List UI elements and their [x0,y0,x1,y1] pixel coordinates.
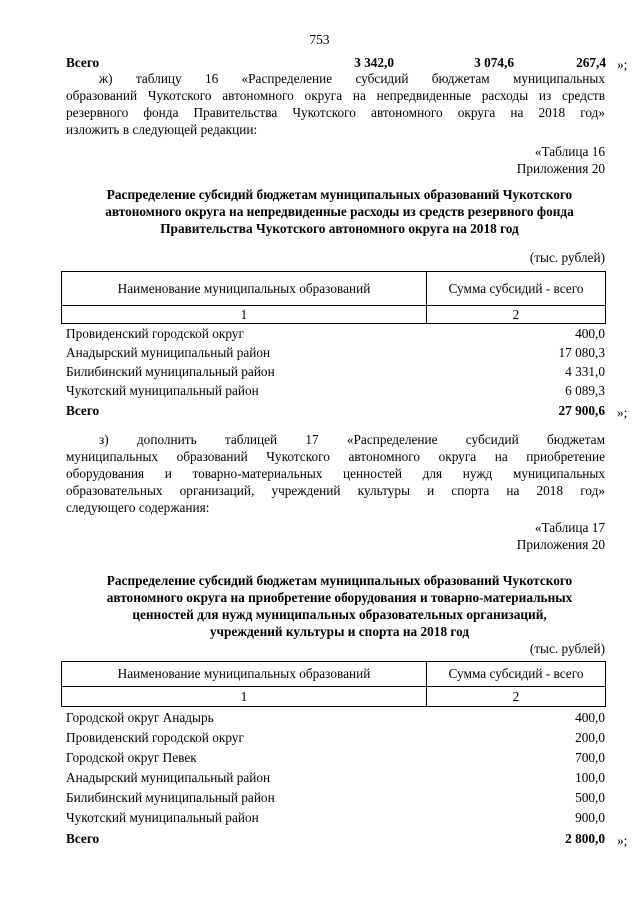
row-name: Городской округ Анадырь [66,710,214,725]
table16-ref-line-2: Приложения 20 [516,161,605,176]
paragraph-line: изложить в следующей редакции: [66,122,258,137]
table17-row [66,730,605,748]
table17-row [66,710,605,728]
title-line: ценностей для нужд муниципальных образовательных организаций, [132,607,547,622]
total-label: Всего [66,831,100,846]
row-name: Билибинский муниципальный район [66,790,275,805]
title-line: Правительства Чукотского автономного округа на 2018 год [160,221,519,236]
row-value: 6 089,3 [565,383,605,398]
top-total-label: Всего [66,55,100,70]
row-value: 200,0 [575,730,605,745]
table16-header [61,271,606,324]
table16-col-name-header: Наименование муниципальных образований [62,272,427,306]
paragraph-line: муниципальных образований Чукотского автономного округа на приобретение [66,449,605,464]
table17-col-name-header: Наименование муниципальных образований [62,662,427,687]
paragraph-line: оборудования и товарно-материальных ценностей для нужд муниципальных [66,466,605,481]
table17-col-number-2: 2 [427,687,606,707]
title-line: Распределение субсидий бюджетам муниципальных образований Чукотского [106,187,573,202]
row-value: 900,0 [575,810,605,825]
row-name: Городской округ Певек [66,750,197,765]
top-total-value-2: 3 074,6 [474,55,514,70]
row-name: Анадырский муниципальный район [66,770,271,785]
table16-row [66,345,605,363]
row-name: Билибинский муниципальный район [66,364,275,379]
table17-unit: (тыс. рублей) [529,641,605,656]
table17-row [66,750,605,768]
total-value: 2 800,0 [565,831,605,846]
table17-closing-quote: »; [617,833,628,848]
row-value: 17 080,3 [558,345,605,360]
table17-ref-line-1: «Таблица 17 [534,520,605,535]
table16-col-number-1: 1 [62,306,427,324]
table17-ref-line-2: Приложения 20 [516,537,605,552]
paragraph-line: образовательных организаций, учреждений культуры и спорта на 2018 год» [66,483,605,498]
table17-header [61,661,606,707]
row-value: 500,0 [575,790,605,805]
table17-row [66,790,605,808]
table16-row [66,326,605,344]
row-value: 100,0 [575,770,605,785]
table16-closing-quote: »; [617,405,628,420]
table16-col-number-2: 2 [427,306,606,324]
top-total-value-3: 267,4 [576,55,606,70]
row-value: 700,0 [575,750,605,765]
table16-row [66,364,605,382]
table17-row [66,770,605,788]
row-name: Провиденский городской округ [66,326,244,341]
row-name: Анадырский муниципальный район [66,345,271,360]
table16-row [66,383,605,401]
row-value: 4 331,0 [565,364,605,379]
table17-total-row [66,831,605,849]
paragraph-line: резервного фонда Правительства Чукотского автономного округа на 2018 год» [66,105,605,120]
table16-unit: (тыс. рублей) [529,250,605,265]
page-number: 753 [309,32,330,47]
paragraph-line: з) дополнить таблицей 17 «Распределение субсидий бюджетам [99,432,605,447]
top-total-closing-quote: »; [617,57,628,72]
row-value: 400,0 [575,326,605,341]
paragraph-line: ж) таблицу 16 «Распределение субсидий бюджетам муниципальных [99,71,605,86]
table17-col-number-1: 1 [62,687,427,707]
total-value: 27 900,6 [558,403,605,418]
title-line: автономного округа на приобретение оборудования и товарно-материальных [106,590,573,605]
top-total-value-1: 3 342,0 [354,55,394,70]
row-name: Чукотский муниципальный район [66,383,259,398]
paragraph-line: образований Чукотского автономного округа на непредвиденные расходы из средств [66,88,605,103]
row-value: 400,0 [575,710,605,725]
title-line: автономного округа на непредвиденные расходы из средств резервного фонда [105,204,574,219]
table17-col-sum-header: Сумма субсидий - всего [427,662,606,687]
title-line: учреждений культуры и спорта на 2018 год [209,624,470,639]
row-name: Чукотский муниципальный район [66,810,259,825]
table16-total-row [66,403,605,421]
paragraph-line: следующего содержания: [66,500,210,515]
table16-ref-line-1: «Таблица 16 [534,144,605,159]
table17-row [66,810,605,828]
title-line: Распределение субсидий бюджетам муниципальных образований Чукотского [106,573,573,588]
total-label: Всего [66,403,100,418]
table16-col-sum-header: Сумма субсидий - всего [427,272,606,306]
row-name: Провиденский городской округ [66,730,244,745]
